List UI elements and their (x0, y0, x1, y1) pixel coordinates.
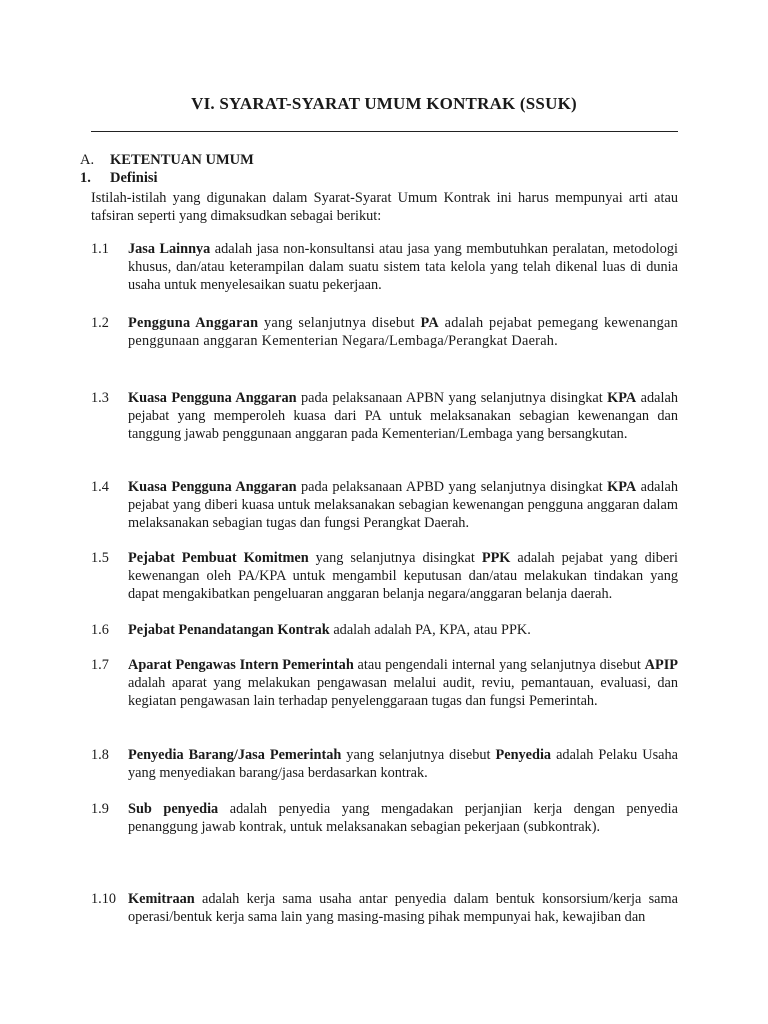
item-abbreviation: PPK (481, 550, 511, 566)
item-body: yang selanjutnya disingkat (308, 550, 482, 566)
item-number: 1.2 (91, 315, 109, 331)
item-text (128, 549, 678, 603)
subsection-number: 1. (80, 170, 91, 186)
item-body-continued: adalah aparat yang melakukan pengawasan melalui audit, reviu, pemantauan, evaluasi, dan kegiatan pengawasan lain terhadap penyelenggaraan tugas dan fungsi Pemerintah. (128, 675, 678, 709)
section-heading (80, 152, 254, 169)
item-body-continued: adalah pejabat yang diberi kewenangan oleh PA/KPA untuk mengambil keputusan dan/atau melakukan tindakan yang dapat mengakibatkan pengeluaran anggaran belanja negara/anggaran belanja daerah. (128, 550, 678, 602)
item-body: atau pengendali internal yang selanjutnya disebut (353, 657, 645, 673)
item-number: 1.3 (91, 390, 109, 406)
item-body: yang selanjutnya disebut (341, 747, 496, 763)
item-term: Kuasa Pengguna Anggaran (128, 390, 297, 406)
item-term: Aparat Pengawas Intern Pemerintah (128, 657, 354, 673)
item-abbreviation: KPA (607, 390, 637, 406)
intro-paragraph: Istilah-istilah yang digunakan dalam Syarat-Syarat Umum Kontrak ini harus mempunyai arti atau tafsiran seperti yang dimaksudkan sebagai berikut: (91, 190, 678, 224)
section-label: KETENTUAN UMUM (110, 152, 254, 168)
item-body-continued: adalah pejabat pemegang kewenangan penggunaan anggaran Kementerian Negara/Lembaga/Perangkat Daerah. (128, 315, 678, 349)
subsection-heading (80, 170, 158, 187)
item-number: 1.6 (91, 622, 109, 638)
definition-item (91, 800, 678, 836)
item-abbreviation: KPA (607, 479, 637, 495)
item-term: Pengguna Anggaran (128, 315, 259, 331)
definition-item (91, 478, 678, 532)
definition-item (91, 656, 678, 710)
definition-item (91, 549, 678, 603)
item-body: adalah penyedia yang mengadakan perjanjian kerja dengan penyedia penanggung jawab kontrak, untuk melaksanakan sebagian pekerjaan (subkontrak). (128, 801, 678, 835)
item-text (128, 890, 678, 926)
item-body: adalah kerja sama usaha antar penyedia dalam bentuk konsorsium/kerja sama operasi/bentuk kerja sama lain yang masing-masing pihak mempunyai hak, kewajiban dan (128, 891, 678, 925)
item-abbreviation: Penyedia (495, 747, 552, 763)
item-term: Pejabat Penandatangan Kontrak (128, 622, 330, 638)
definition-item (91, 389, 678, 443)
item-text (128, 314, 678, 350)
definition-item (91, 621, 678, 639)
item-text (128, 478, 678, 532)
item-body: yang selanjutnya disebut (258, 315, 421, 331)
definition-item (91, 746, 678, 782)
item-body-continued: adalah Pelaku Usaha yang menyediakan barang/jasa berdasarkan kontrak. (128, 747, 679, 781)
item-text (128, 800, 678, 836)
definition-item (91, 240, 678, 294)
item-number: 1.8 (91, 747, 109, 763)
item-text (128, 621, 678, 639)
item-body-continued: adalah pejabat yang diberi kuasa untuk melaksanakan sebagian kewenangan pengguna anggaran dalam melaksanakan sebagian tugas dan fungsi Perangkat Daerah. (128, 479, 678, 531)
item-number: 1.4 (91, 479, 109, 495)
item-abbreviation: APIP (644, 657, 679, 673)
section-number: A. (80, 152, 95, 168)
item-number: 1.9 (91, 801, 109, 817)
item-number: 1.7 (91, 657, 109, 673)
item-body: adalah jasa non-konsultansi atau jasa yang membutuhkan peralatan, metodologi khusus, dan/atau keterampilan dalam suatu sistem tata kelola yang telah dikenal luas di dunia usaha untuk menyelesaikan suatu pekerjaan. (128, 241, 678, 293)
subsection-label: Definisi (110, 170, 158, 186)
item-term: Kemitraan (128, 891, 195, 907)
item-number: 1.1 (91, 241, 109, 257)
definition-item (91, 314, 678, 350)
item-number: 1.10 (91, 891, 117, 907)
item-term: Jasa Lainnya (128, 241, 211, 257)
item-term: Pejabat Pembuat Komitmen (128, 550, 309, 566)
page-title: VI. SYARAT-SYARAT UMUM KONTRAK (SSUK) (191, 94, 577, 113)
item-text (128, 656, 678, 710)
item-abbreviation: PA (420, 315, 440, 331)
item-body: pada pelaksanaan APBD yang selanjutnya disingkat (296, 479, 608, 495)
item-body: adalah adalah PA, KPA, atau PPK. (329, 622, 531, 638)
item-text (128, 746, 678, 782)
item-term: Penyedia Barang/Jasa Pemerintah (128, 747, 342, 763)
item-body: pada pelaksanaan APBN yang selanjutnya disingkat (296, 390, 608, 406)
item-term: Kuasa Pengguna Anggaran (128, 479, 297, 495)
item-term: Sub penyedia (128, 801, 219, 817)
title-divider (91, 131, 678, 132)
item-text (128, 240, 678, 294)
item-number: 1.5 (91, 550, 109, 566)
definition-item (91, 890, 678, 926)
item-body-continued: adalah pejabat yang memperoleh kuasa dari PA untuk melaksanakan sebagian kewenangan dan tanggung jawab penggunaan anggaran pada Kementerian/Lembaga yang bersangkutan. (128, 390, 678, 442)
item-text (128, 389, 678, 443)
